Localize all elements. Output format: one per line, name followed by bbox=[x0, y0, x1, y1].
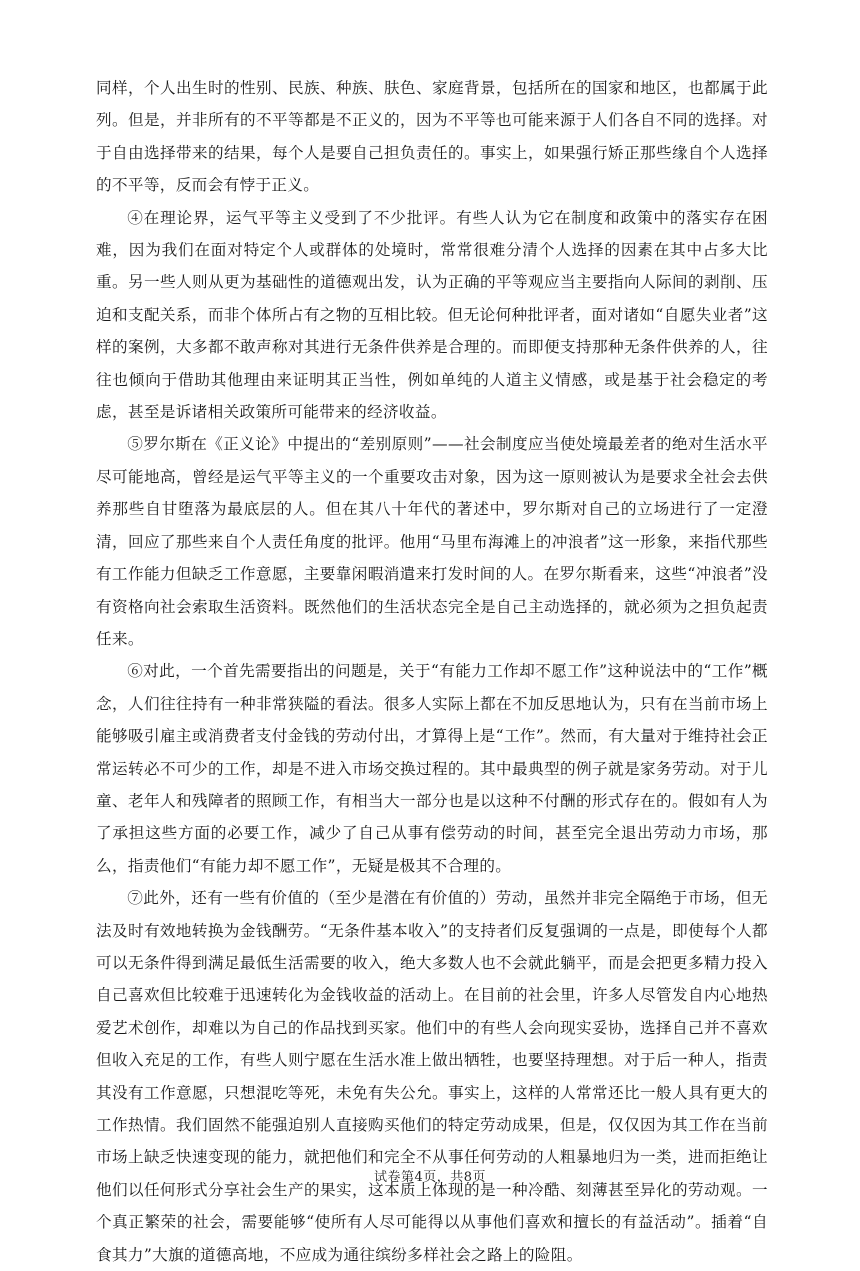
paragraph-7: ⑦此外，还有一些有价值的（至少是潜在有价值的）劳动，虽然并非完全隔绝于市场，但无法及时有效地转换为金钱酬劳。“无条件基本收入”的支持者们反复强调的一点是，即使每个人都可以无条件得到满足最低生活需要的收入，绝大多数人也不会就此躺平，而是会把更多精力投入自己喜欢但比较难于迅速转化为金钱收益的活动上。在目前的社会里，许多人尽管发自内心地热爱艺术创作，却难以为自己的作品找到买家。他们中的有些人会向现实妥协，选择自己并不喜欢但收入充足的工作，有些人则宁愿在生活水准上做出牺牲，也要坚持理想。对于后一种人，指责其没有工作意愿，只想混吃等死，未免有失公允。事实上，这样的人常常还比一般人具有更大的工作热情。我们固然不能强迫别人直接购买他们的特定劳动成果，但是，仅仅因为其工作在当前市场上缺乏快速变现的能力，就把他们和完全不从事任何劳动的人粗暴地归为一类，进而拒绝让他们以任何形式分享社会生产的果实，这本质上体现的是一种冷酷、刻薄甚至异化的劳动观。一个真正繁荣的社会，需要能够“使所有人尽可能得以从事他们喜欢和擅长的有益活动”。插着“自食其力”大旗的道德高地，不应成为通往缤纷多样社会之路上的险阻。 bbox=[96, 889, 768, 1264]
page-footer: 试卷第4页，共8页 bbox=[373, 1170, 487, 1185]
paragraph-6: ⑥对此，一个首先需要指出的问题是，关于“有能力工作却不愿工作”这种说法中的“工作”概念，人们往往持有一种非常狭隘的看法。很多人实际上都在不加反思地认为，只有在当前市场上能够吸引雇主或消费者支付金钱的劳动付出，才算得上是“工作”。然而，有大量对于维持社会正常运转必不可少的工作，却是不进入市场交换过程的。其中最典型的例子就是家务劳动。对于儿童、老年人和残障者的照顾工作，有相当大一部分也是以这种不付酬的形式存在的。假如有人为了承担这些方面的必要工作，减少了自己从事有偿劳动的时间，甚至完全退出劳动力市场，那么，指责他们“有能力却不愿工作”，无疑是极其不合理的。 bbox=[96, 662, 768, 875]
paragraph-continuation: 同样，个人出生时的性别、民族、种族、肤色、家庭背景，包括所在的国家和地区，也都属于此列。但是，并非所有的不平等都是不正义的，因为不平等也可能来源于人们各自不同的选择。对于自由选择带来的结果，每个人是要自己担负责任的。事实上，如果强行矫正那些缘自个人选择的不平等，反而会有悖于正义。 bbox=[96, 79, 768, 195]
paragraph-5: ⑤罗尔斯在《正义论》中提出的“差别原则”——社会制度应当使处境最差者的绝对生活水平尽可能地高，曾经是运气平等主义的一个重要攻击对象，因为这一原则被认为是要求全社会去供养那些自甘堕落为最底层的人。但在其八十年代的著述中，罗尔斯对自己的立场进行了一定澄清，回应了那些来自个人责任角度的批评。他用“马里布海滩上的冲浪者”这一形象，来指代那些有工作能力但缺乏工作意愿，主要靠闲暇消遣来打发时间的人。在罗尔斯看来，这些“冲浪者”没有资格向社会索取生活资料。既然他们的生活状态完全是自己主动选择的，就必须为之担负起责任来。 bbox=[96, 435, 768, 648]
document-body bbox=[96, 72, 768, 1271]
paragraph-4: ④在理论界，运气平等主义受到了不少批评。有些人认为它在制度和政策中的落实存在困难，因为我们在面对特定个人或群体的处境时，常常很难分清个人选择的因素在其中占多大比重。另一些人则从更为基础性的道德观出发，认为正确的平等观应当主要指向人际间的剥削、压迫和支配关系，而非个体所占有之物的互相比较。但无论何种批评者，面对诸如“自愿失业者”这样的案例，大多都不敢声称对其进行无条件供养是合理的。而即便支持那种无条件供养的人，往往也倾向于借助其他理由来证明其正当性，例如单纯的人道主义情感，或是基于社会稳定的考虑，甚至是诉诸相关政策所可能带来的经济收益。 bbox=[96, 208, 768, 422]
